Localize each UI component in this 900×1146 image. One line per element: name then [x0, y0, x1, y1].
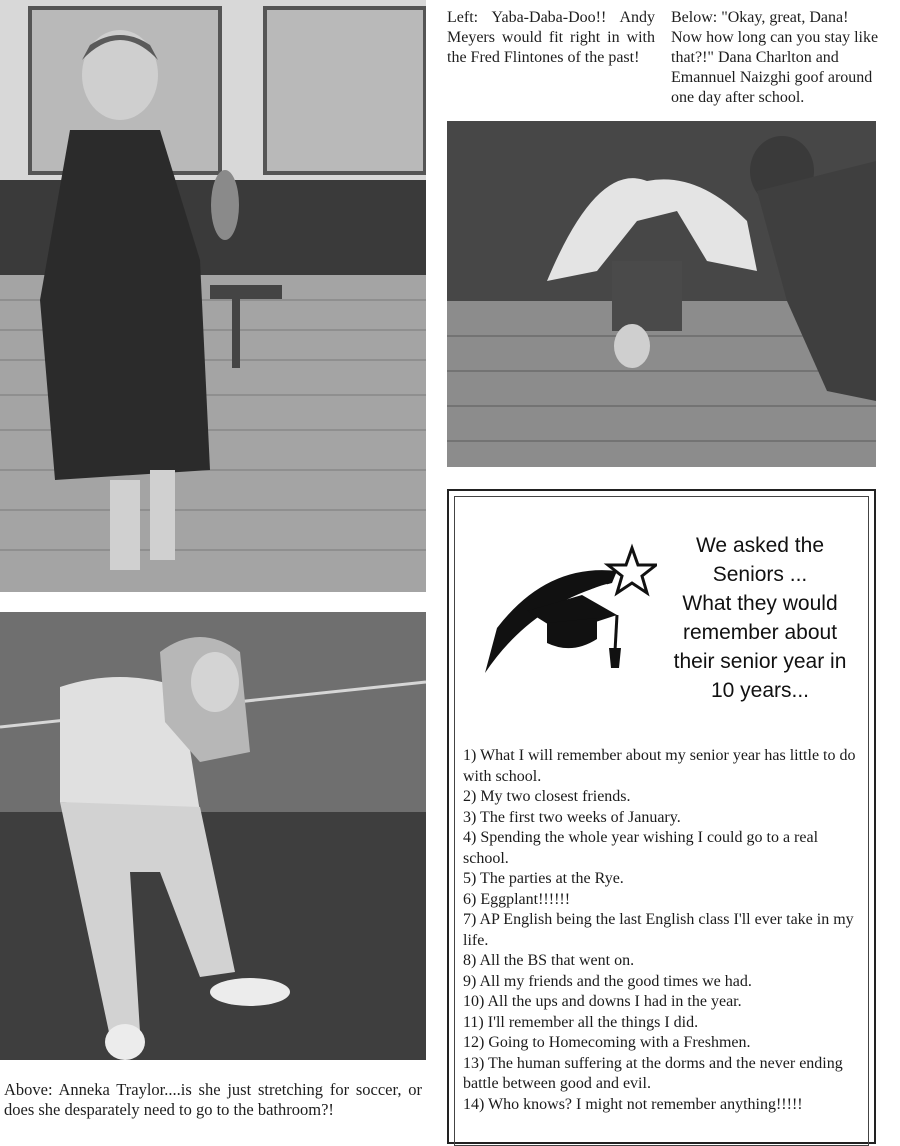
survey-answer: 3) The first two weeks of January. — [463, 808, 681, 826]
survey-heading-line: We asked the — [695, 534, 825, 557]
survey-answer: 13) The human suffering at the dorms and the never ending battle between good and evil. — [463, 1054, 843, 1092]
seniors-survey-box — [447, 489, 876, 1144]
survey-answer: 8) All the BS that went on. — [463, 952, 635, 969]
survey-answer: 10) All the ups and downs I had in the year. — [463, 993, 742, 1010]
survey-answer: 14) Who knows? I might not remember anything!!!!! — [463, 1095, 803, 1113]
shooting-star-graduation-cap-icon — [477, 543, 657, 688]
survey-heading — [649, 531, 871, 705]
survey-heading-line: remember about — [682, 621, 838, 644]
survey-answer: 1) What I will remember about my senior year has little to do with school. — [463, 747, 856, 785]
survey-answer: 9) All my friends and the good times we had. — [463, 972, 752, 990]
survey-answer: 2) My two closest friends. — [463, 788, 631, 805]
caption-left-photo: Left: Yaba-Daba-Doo!! Andy Meyers would fit right in with the Fred Flintones of the past! — [447, 9, 655, 66]
survey-answer: 11) I'll remember all the things I did. — [463, 1013, 699, 1031]
survey-heading-line: 10 years... — [710, 679, 810, 702]
survey-answer: 5) The parties at the Rye. — [463, 870, 624, 887]
photo-juggler — [0, 0, 426, 592]
survey-heading-line: Seniors ... — [712, 563, 808, 586]
photo-stretching — [0, 612, 426, 1060]
survey-answer: 4) Spending the whole year wishing I could go to a real school. — [463, 829, 819, 867]
survey-heading-line: What they would — [682, 592, 838, 615]
survey-answer: 7) AP English being the last English class I'll ever take in my life. — [463, 911, 854, 949]
caption-above-photo: Above: Anneka Traylor....is she just stretching for soccer, or does she desparately need to go to the bathroom?! — [4, 1080, 422, 1119]
survey-answers-list — [463, 746, 863, 1115]
survey-answer: 6) Eggplant!!!!!! — [463, 890, 571, 908]
survey-heading-line: their senior year in — [673, 650, 847, 673]
photo-handstand — [447, 121, 876, 467]
survey-answer: 12) Going to Homecoming with a Freshmen. — [463, 1034, 751, 1051]
caption-below-photo: Below: "Okay, great, Dana! Now how long can you stay like that?!" Dana Charlton and Emannuel Naizghi goof around one day after school. — [671, 9, 879, 106]
